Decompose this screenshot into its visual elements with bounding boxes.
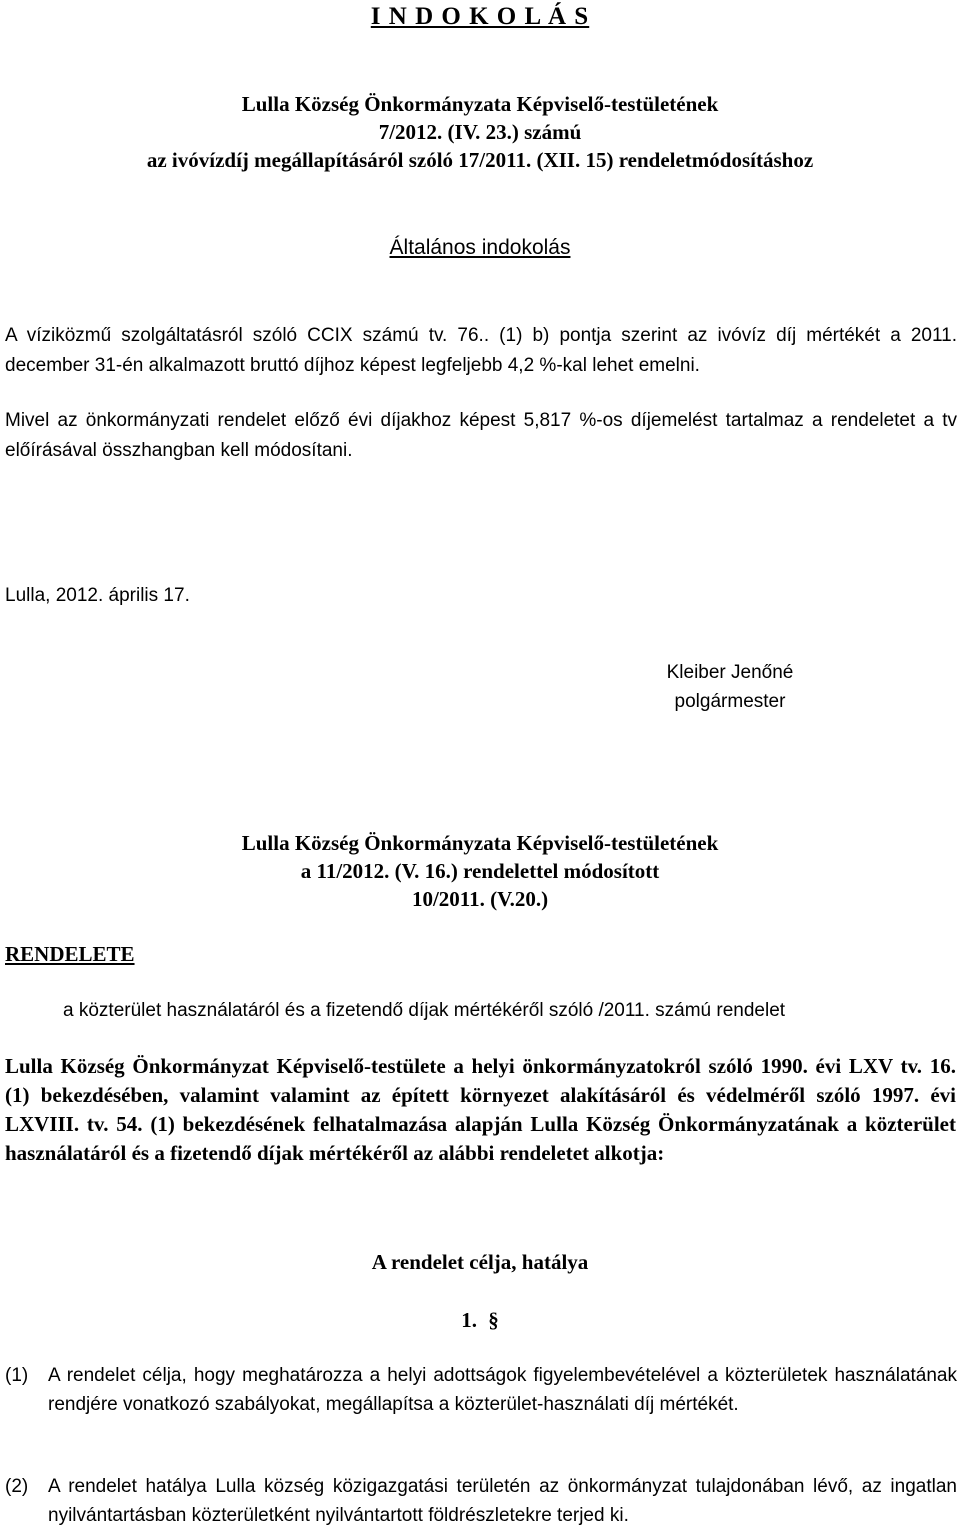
paragraph-1: A víziközmű szolgáltatásról szóló CCIX számú tv. 76.. (1) b) pontja szerint az ivóvíz díj mértékét a 2011. december 31-én alkalmazott bruttó díjhoz képest legfeljebb 4,2 %-kal lehet emelni. <box>5 325 957 376</box>
decree-header-line-3: 10/2011. (V.20.) <box>411 887 549 911</box>
section-number <box>0 1306 960 1334</box>
item-number: (2) <box>5 1476 29 1497</box>
header-line-2: 7/2012. (IV. 23.) számú <box>378 120 582 144</box>
document-title: I N D O K O L Á S <box>370 3 590 30</box>
list-item <box>5 1361 957 1419</box>
decree-header-line-2: a 11/2012. (V. 16.) rendelettel módosított <box>300 859 660 883</box>
header-block <box>0 90 960 174</box>
decree-subject: a közterület használatáról és a fizetendő díjak mértékéről szóló /2011. számú rendelet <box>63 1000 786 1021</box>
preamble: Lulla Község Önkormányzat Képviselő-testülete a helyi önkormányzatokról szóló 1990. évi LXV tv. 16. (1) bekezdésében, valamint valamint az épített környezet alakításáról és védelméről szóló 1997. évi LXVIII. tv. 54. (1) bekezdésének felhatalmazása alapján Lulla Község Önkormányzatának a közterület használatáról és a fizetendő díjak mértékéről az alábbi rendeletet alkotja: <box>5 1054 956 1165</box>
item-text: A rendelet célja, hogy meghatározza a helyi adottságok figyelembevételével a közterületek használatának rendjére vonatkozó szabályokat, megállapítsa a közterület-használati díj mértékét. <box>48 1365 957 1415</box>
header-line-3: az ivóvízdíj megállapításáról szóló 17/2011. (XII. 15) rendeletmódosításhoz <box>146 148 814 172</box>
header-line-1: Lulla Község Önkormányzata Képviselő-testületének <box>241 92 719 116</box>
decree-header <box>180 829 780 913</box>
decree-header-line-1: Lulla Község Önkormányzata Képviselő-testületének <box>241 831 719 855</box>
place-date: Lulla, 2012. április 17. <box>5 585 190 606</box>
paragraph-2: Mivel az önkormányzati rendelet előző évi díjakhoz képest 5,817 %-os díjemelést tartalmaz a rendeletet a tv előírásával összhangban kell módosítani. <box>5 410 957 461</box>
section-heading: Általános indokolás <box>389 236 571 259</box>
item-text: A rendelet hatálya Lulla község közigazgatási területén az önkormányzat tulajdonában lévő, az ingatlan nyilvántartásban közterületként nyilvántartott földrészletekre terjed ki. <box>48 1476 957 1526</box>
item-number: (1) <box>5 1365 29 1386</box>
section-sign-icon: § <box>488 1308 499 1332</box>
section-number-text: 1. <box>461 1308 477 1332</box>
list-item <box>5 1472 957 1530</box>
signature-block <box>630 658 830 716</box>
chapter-heading: A rendelet célja, hatálya <box>371 1250 589 1274</box>
rendelete-label: RENDELETE <box>5 942 135 966</box>
signature-title: polgármester <box>674 691 786 712</box>
signature-name: Kleiber Jenőné <box>666 662 794 683</box>
